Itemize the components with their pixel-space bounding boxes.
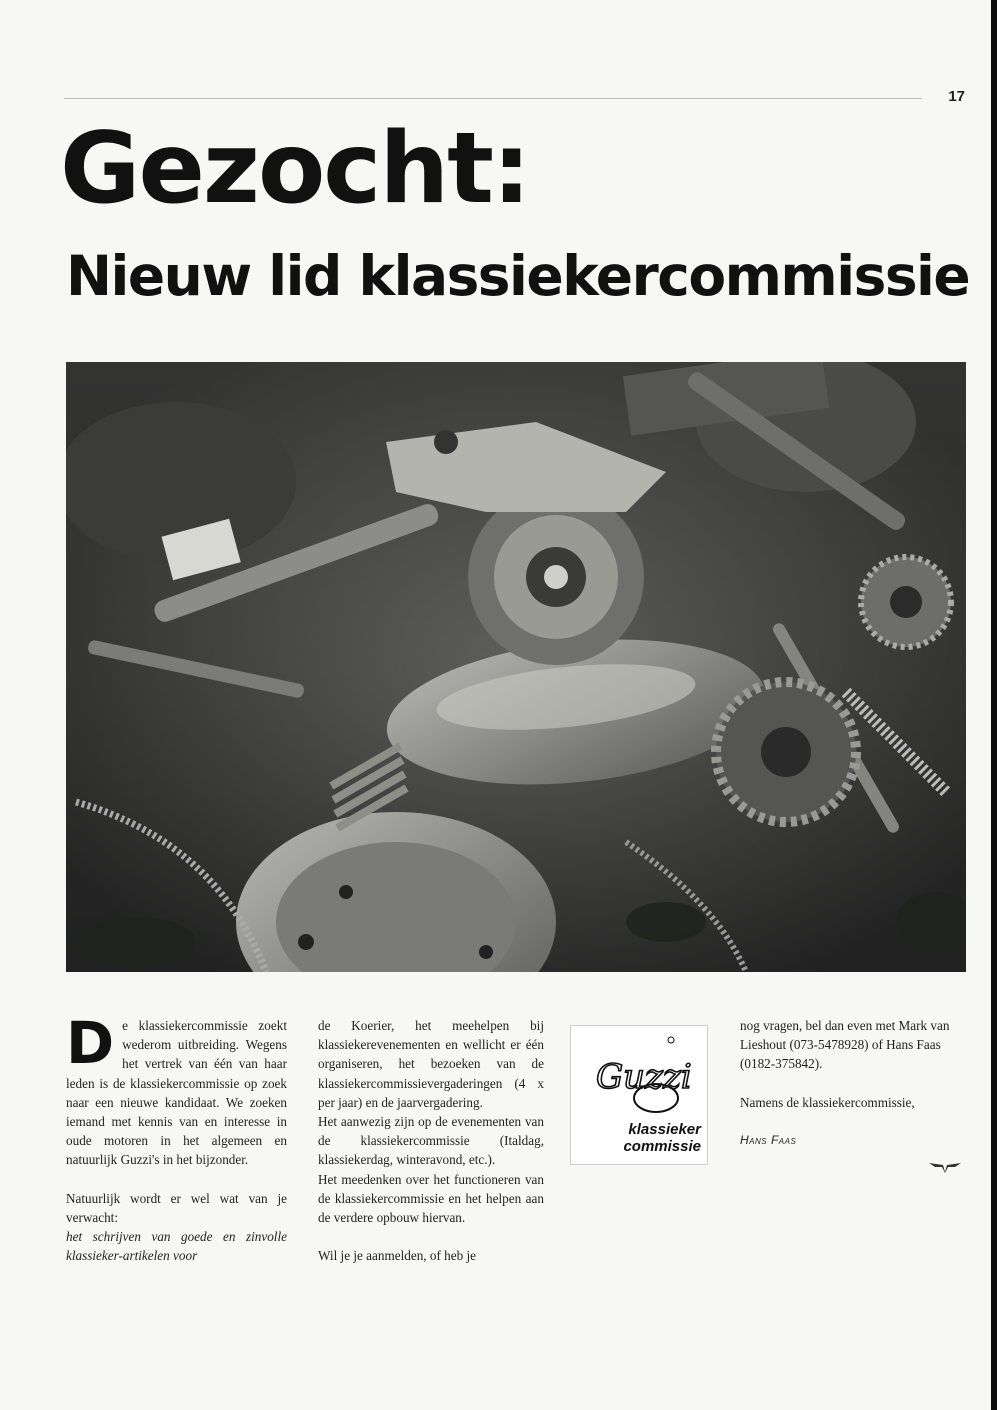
logo-line-1: klassieker <box>628 1121 701 1138</box>
article-paragraph: Wil je je aanmelden, of heb je <box>318 1248 477 1264</box>
contact-paragraph: nog vragen, bel dan even met Mark van Lieshout (073-5478928) of Hans Faas (0182-375842). <box>740 1018 950 1072</box>
guzzi-script-logo-icon <box>571 1026 707 1121</box>
article-paragraph: de Koerier, het meehelpen bij klassiekerevenementen en wellicht er één organiseren, het bezoeken van de klassiekercommissievergaderingen (4 x per jaar) en de jaarvergadering. <box>318 1018 544 1110</box>
page-title: Gezocht: <box>60 112 530 226</box>
header-rule <box>64 98 922 99</box>
intro-text: e klassiekercommissie zoekt wederom uitbreiding. Wegens het vertrek van één van haar leden is de klassiekercommissie op zoek naar een nieuwe kandidaat. We zoeken iemand met kennis van en interesse in oude motoren in het algemeen en natuurlijk Guzzi's in het bijzonder. <box>66 1018 287 1168</box>
author-signature: Hans Faas <box>740 1132 797 1147</box>
article-column-1 <box>66 1009 287 1284</box>
page-edge <box>991 0 997 1410</box>
guzzi-klassiekercommissie-logo <box>570 1025 708 1165</box>
article-column-2 <box>318 1016 544 1284</box>
logo-script: Guzzi <box>596 1057 692 1097</box>
article-paragraph: Het meedenken over het functioneren van de klassiekercommissie en het helpen aan de verdere opbouw hiervan. <box>318 1171 544 1226</box>
task-text: het schrijven van goede en zinvolle klassieker-artikelen voor <box>66 1229 287 1264</box>
page-subtitle: Nieuw lid klassiekercommissie <box>66 244 970 308</box>
scrap-parts-photo <box>66 362 966 972</box>
eagle-wing-icon <box>928 1160 962 1179</box>
closing-line: Namens de klassiekercommissie, <box>740 1094 915 1110</box>
article-paragraph: Het aanwezig zijn op de evenementen van de klassiekercommissie (Italdag, klassiekerdag, winteravond, etc.). <box>318 1114 544 1168</box>
article-paragraph <box>66 1009 287 1170</box>
drop-cap: D <box>66 1009 115 1077</box>
page-number: 17 <box>948 88 965 105</box>
photo-illustration <box>66 362 966 972</box>
article-column-3 <box>740 1016 962 1169</box>
logo-line-2: commissie <box>623 1138 701 1155</box>
expectation-intro <box>66 1189 287 1266</box>
expectation-text: Natuurlijk wordt er wel wat van je verwacht: <box>66 1190 287 1225</box>
